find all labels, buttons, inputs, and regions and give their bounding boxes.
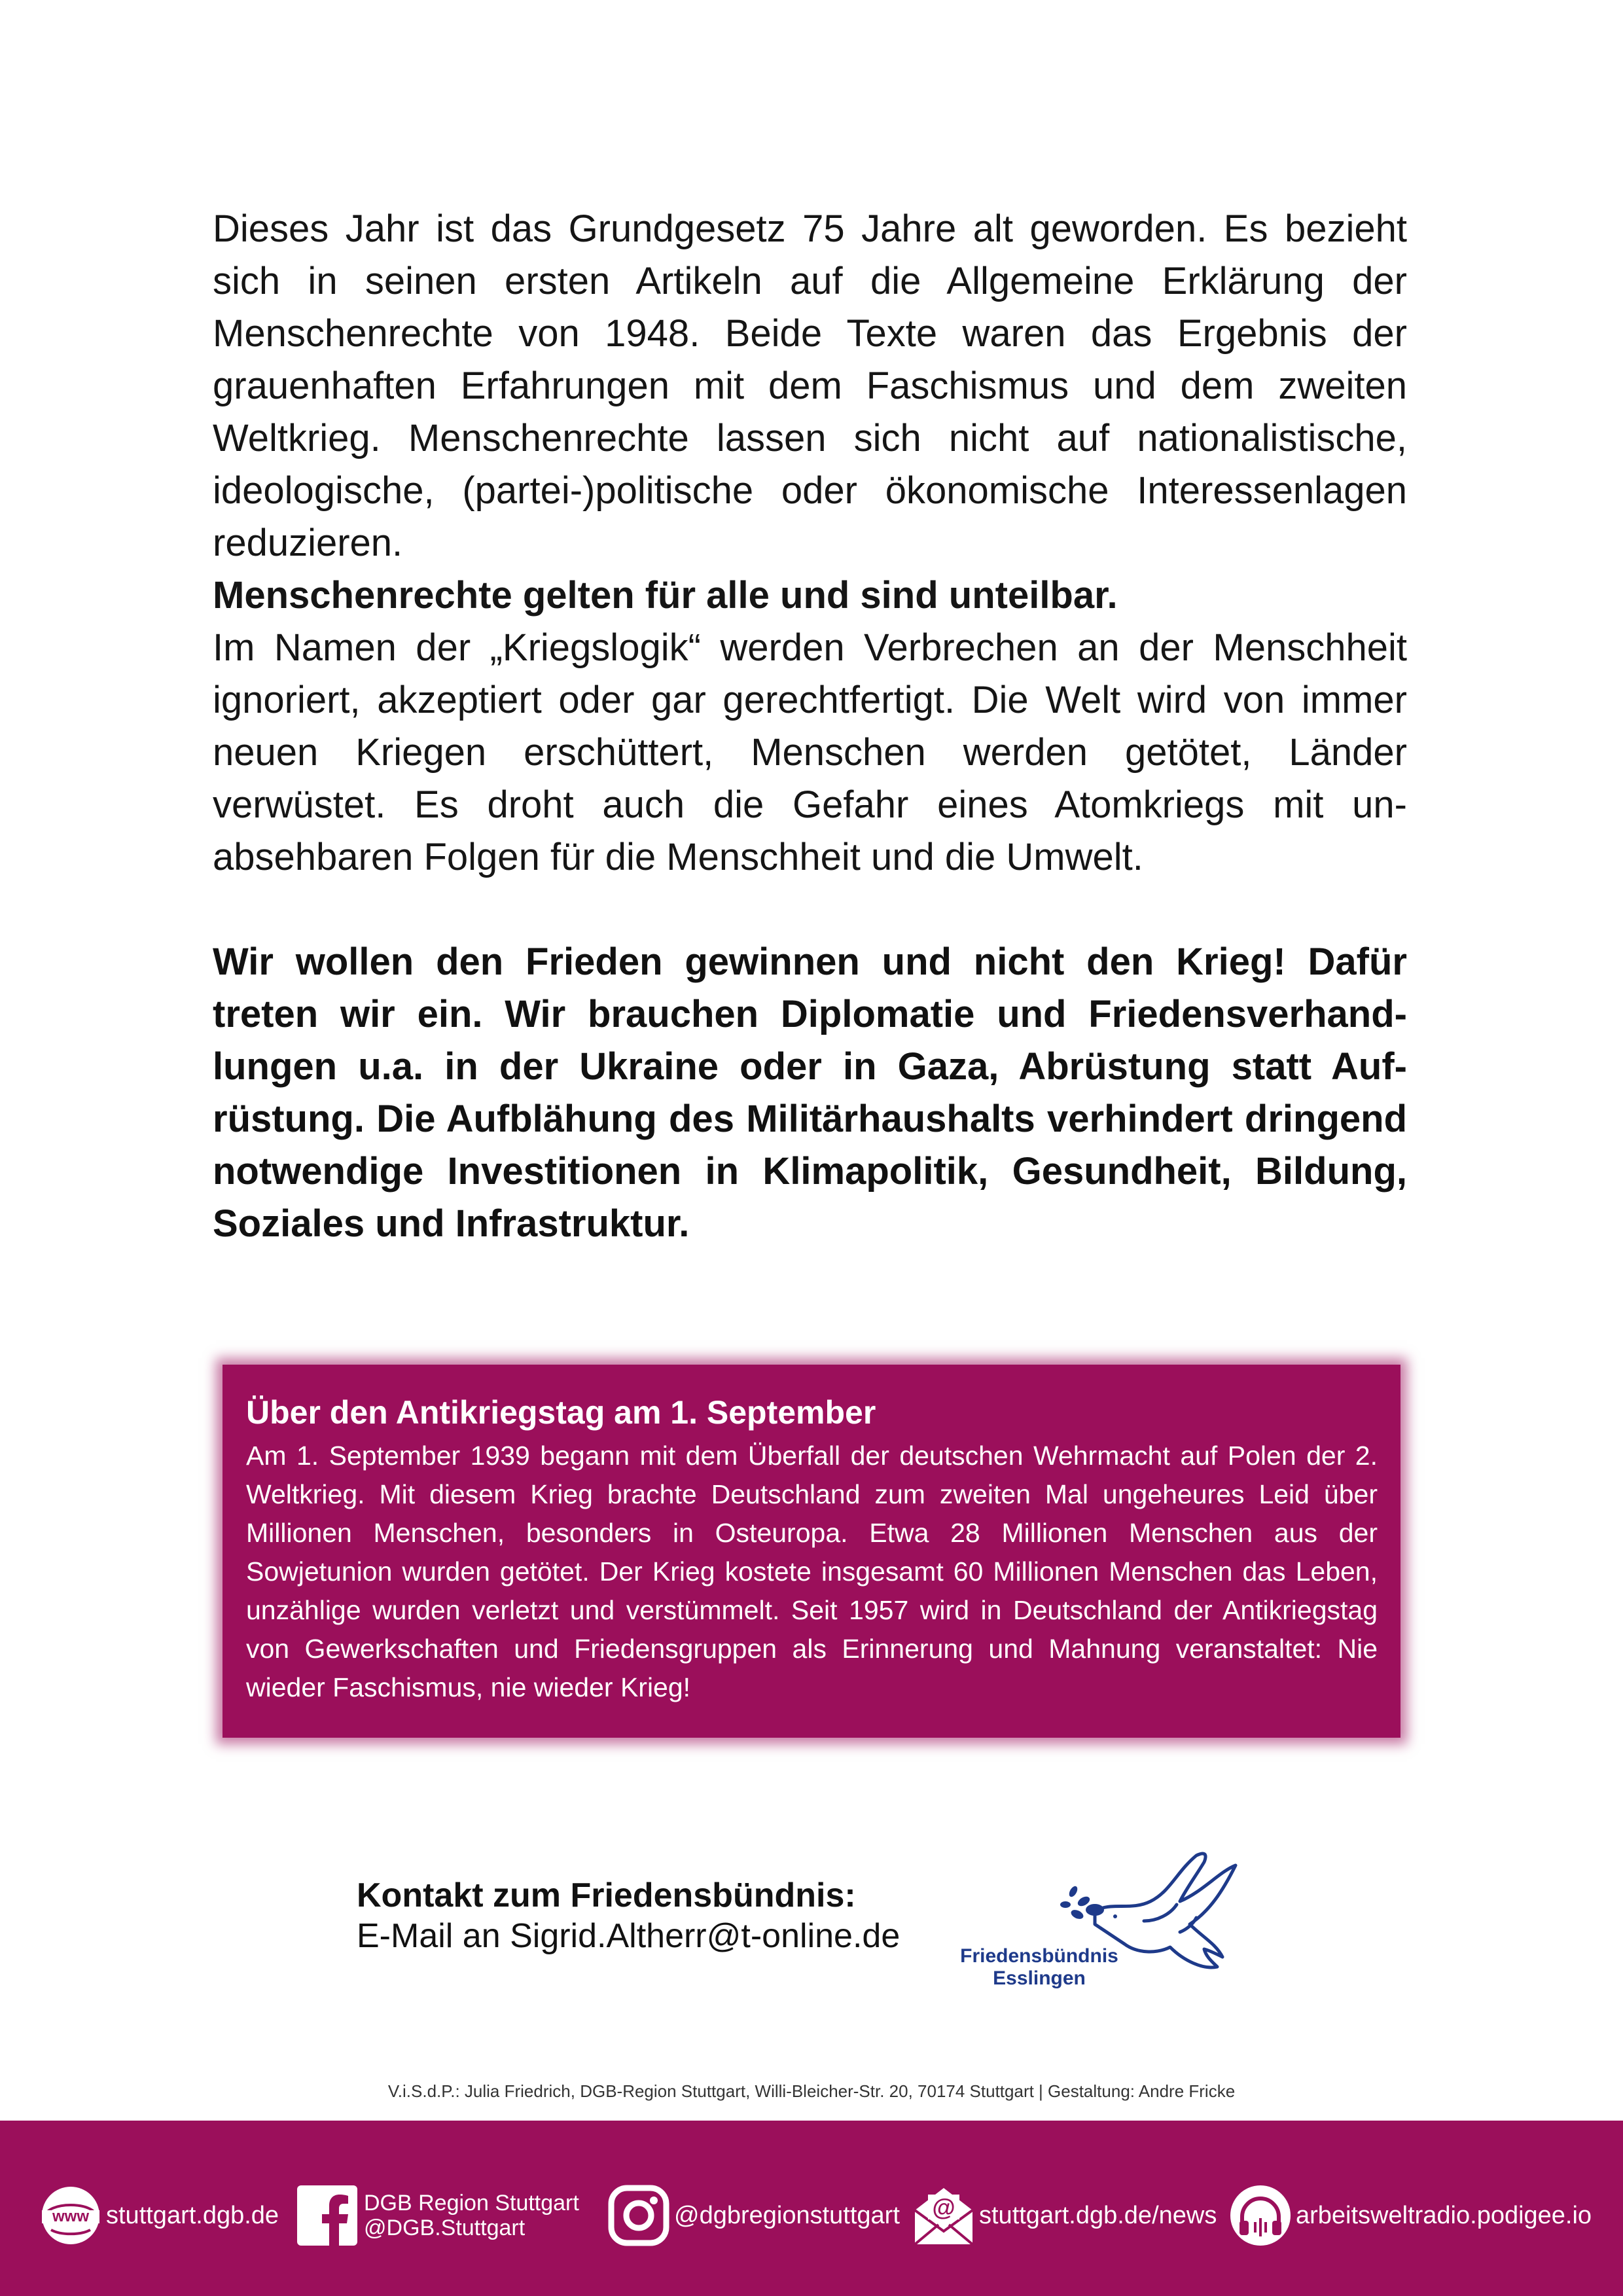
contact-block: [357, 1875, 900, 1956]
facebook-icon: [296, 2184, 359, 2247]
info-box-text: Am 1. September 1939 begann mit dem Überfall der deutschen Wehrmacht auf Polen der 2. Weltkrieg. Mit diesem Krieg brachte Deutschland zum zweiten Mal ungeheures Leid über Millionen Menschen, besonders in Osteuropa. Etwa 28 Millionen Menschen aus der Sowjetunion wurden getötet. Der Krieg kostete insgesamt 60 Millionen Menschen das Leben, unzählige wurden verletzt und verstümmelt. Seit 1957 wird in Deutschland der Antikriegstag von Gewerkschaften und Friedensgruppen als Erinnerung und Mahnung veranstaltet: Nie wieder Faschismus, nie wieder Krieg!: [246, 1441, 1378, 1702]
paragraph-grundgesetz: Dieses Jahr ist das Grundgesetz 75 Jahre alt geworden. Es bezieht sich in seinen ersten Artikeln auf die Allgemeine Erklärung der Menschenrechte von 1948. Beide Texte waren das Ergebnis der grauenhaften Erfahrungen mit dem Faschismus und dem zweiten Weltkrieg. Menschenrechte lassen sich nicht auf nationalistische, ideologische, (partei-)politische oder ökonomische Interessenlagen reduzieren.: [213, 207, 1407, 564]
instagram-icon: [607, 2184, 670, 2247]
mail-icon: [912, 2184, 975, 2247]
footer-facebook-text[interactable]: [364, 2191, 579, 2240]
footer-web[interactable]: [39, 2183, 279, 2248]
imprint: V.i.S.d.P.: Julia Friedrich, DGB-Region Stuttgart, Willi-Bleicher-Str. 20, 70174 Stuttgart | Gestaltung: Andre Fricke: [387, 2081, 1236, 2101]
info-box-antikriegstag: [223, 1365, 1400, 1738]
footer-instagram-text[interactable]: @dgbregionstuttgart: [674, 2202, 900, 2229]
statement-human-rights: Menschenrechte gelten für alle und sind unteilbar.: [213, 574, 1118, 617]
footer-radio[interactable]: [1229, 2183, 1592, 2248]
bold-peace-paragraph: Wir wollen den Frieden gewinnen und nicht den Krieg! Dafür treten wir ein. Wir brauchen Diplomatie und Friedensverhandlungen u.a. in der Ukraine oder in Gaza, Abrüstung statt Aufrüstung. Die Aufblähung des Militärhaushalts verhindert dringend notwendige Investitionen in Klimapolitik, Gesundheit, Bildung, Soziales und Infrastruktur.: [213, 941, 1407, 1245]
friedensbuendnis-logo: [961, 1839, 1275, 1996]
logo-line1: Friedensbündnis: [961, 1945, 1118, 1967]
paragraph-kriegslogik: Im Namen der „Kriegslogik“ werden Verbrechen an der Menschheit ignoriert, akzeptiert oder gar gerechtfertigt. Die Welt wird von immer neuen Kriegen erschüttert, Menschen werden getötet, Länder verwüstet. Es droht auch die Gefahr eines Atomkriegs mit unabsehbaren Folgen für die Menschheit und die Umwelt.: [213, 626, 1407, 878]
svg-text:www: www: [52, 2208, 90, 2225]
footer-bar: [0, 2121, 1623, 2296]
footer-facebook-line1: DGB Region Stuttgart: [364, 2191, 579, 2215]
footer-facebook-line2: @DGB.Stuttgart: [364, 2215, 526, 2240]
footer-newsletter[interactable]: [912, 2183, 1217, 2248]
main-text: [213, 203, 1407, 884]
logo-line2: Esslingen: [993, 1967, 1086, 1989]
footer-instagram[interactable]: [607, 2183, 900, 2248]
dove-icon: [961, 1839, 1275, 1996]
footer-newsletter-text[interactable]: stuttgart.dgb.de/news: [979, 2202, 1217, 2229]
footer-facebook[interactable]: [296, 2183, 579, 2248]
contact-label: Kontakt zum Friedensbündnis:: [357, 1876, 856, 1914]
footer-radio-text[interactable]: arbeitsweltradio.podigee.io: [1296, 2202, 1592, 2229]
info-box-title: Über den Antikriegstag am 1. September: [246, 1394, 876, 1431]
contact-email[interactable]: E-Mail an Sigrid.Altherr@t-online.de: [357, 1917, 901, 1955]
footer-web-text[interactable]: stuttgart.dgb.de: [106, 2202, 279, 2229]
globe-www-icon: [39, 2184, 102, 2247]
svg-text:@: @: [932, 2194, 955, 2221]
headphones-icon: [1229, 2184, 1292, 2247]
